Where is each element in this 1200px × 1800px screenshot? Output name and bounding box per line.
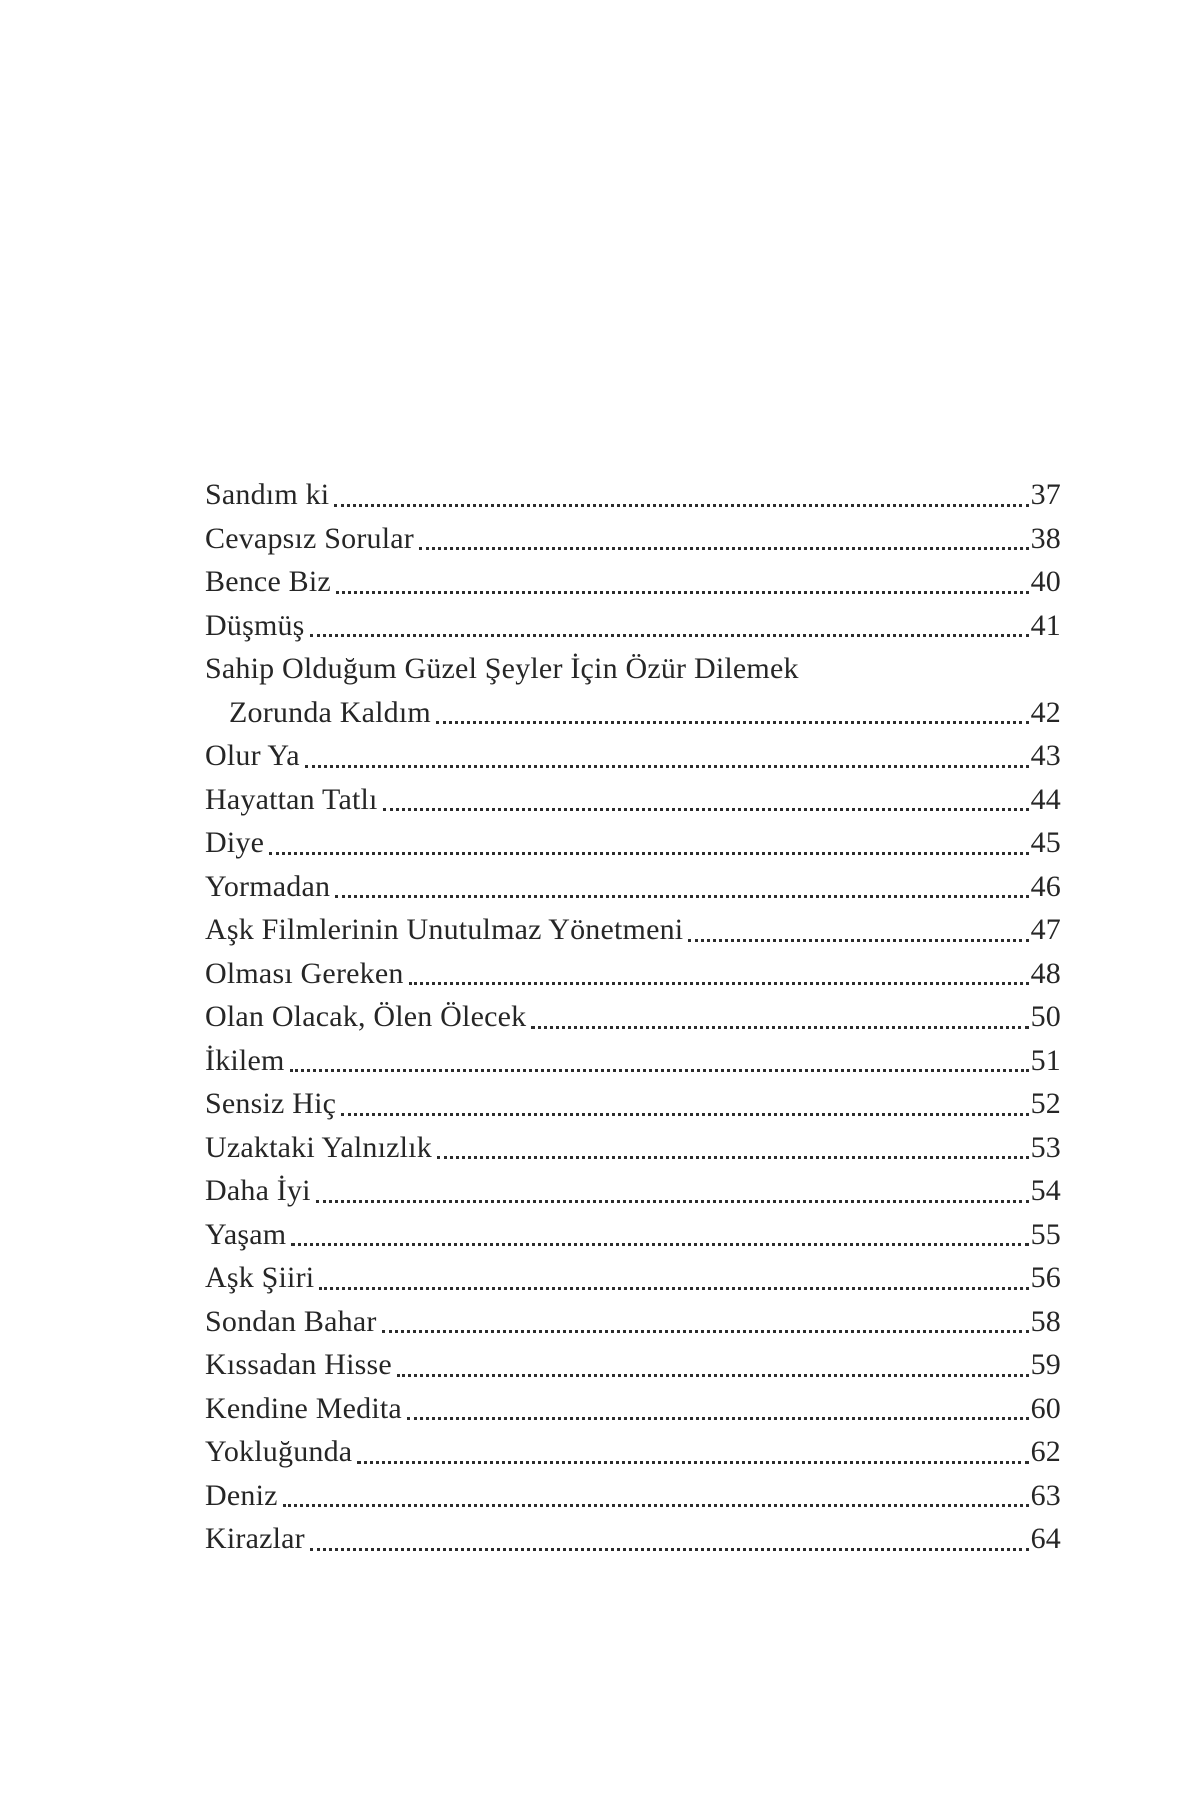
toc-entry	[205, 1039, 1061, 1083]
dot-leader	[436, 691, 1029, 725]
dot-leader	[291, 1213, 1028, 1247]
toc-entry-title: Aşk Şiiri	[205, 1261, 315, 1294]
dot-leader	[283, 1474, 1029, 1508]
toc-entry-title: Kirazlar	[205, 1522, 305, 1555]
toc-entry-title: Kendine Medita	[205, 1391, 402, 1425]
toc-entry-page-number: 40	[1030, 565, 1061, 598]
toc-entry	[205, 1082, 1061, 1126]
toc-entry-page-number: 60	[1030, 1391, 1061, 1425]
dot-leader	[310, 604, 1029, 638]
dot-leader	[409, 952, 1029, 986]
toc-entry	[205, 647, 1061, 691]
toc-entry-title: Kıssadan Hisse	[205, 1348, 392, 1381]
toc-entry-title: İkilem	[205, 1043, 285, 1077]
toc-entry	[205, 995, 1061, 1039]
toc-entry	[205, 517, 1061, 561]
toc-entry-title: Sondan Bahar	[205, 1304, 377, 1338]
toc-entry-page-number: 41	[1030, 608, 1061, 642]
dot-leader	[419, 517, 1029, 551]
dot-leader	[397, 1343, 1029, 1377]
dot-leader	[383, 778, 1029, 812]
dot-leader	[531, 995, 1028, 1029]
dot-leader	[335, 865, 1028, 899]
toc-entry-page-number: 51	[1030, 1043, 1061, 1077]
toc-entry	[205, 778, 1061, 822]
toc-entry	[205, 1474, 1061, 1518]
dot-leader	[316, 1169, 1029, 1203]
table-of-contents	[205, 473, 1061, 1561]
toc-entry-title: Yaşam	[205, 1217, 287, 1251]
dot-leader	[305, 734, 1029, 768]
toc-entry-title: Aşk Filmlerinin Unutulmaz Yönetmeni	[205, 913, 684, 946]
toc-entry-title: Sahip Olduğum Güzel Şeyler İçin Özür Dilemek	[205, 652, 799, 685]
toc-entry	[205, 691, 1061, 735]
toc-entry-title: Olması Gereken	[205, 956, 404, 990]
toc-entry-page-number: 43	[1030, 739, 1061, 772]
toc-entry	[205, 1126, 1061, 1170]
dot-leader	[334, 473, 1028, 507]
toc-entry-title: Olur Ya	[205, 739, 300, 772]
toc-entry	[205, 1517, 1061, 1561]
dot-leader	[357, 1430, 1028, 1464]
toc-entry-page-number: 54	[1030, 1174, 1061, 1207]
toc-entry-page-number: 45	[1030, 826, 1061, 859]
toc-entry-title: Diye	[205, 826, 265, 859]
toc-entry	[205, 604, 1061, 648]
toc-entry	[205, 560, 1061, 604]
toc-entry-title: Hayattan Tatlı	[205, 782, 378, 816]
dot-leader	[341, 1082, 1028, 1116]
toc-entry-title: Deniz	[205, 1478, 278, 1512]
toc-entry-title: Zorunda Kaldım	[229, 695, 431, 729]
toc-entry-page-number: 42	[1030, 695, 1061, 729]
toc-entry	[205, 734, 1061, 778]
toc-entry-title: Cevapsız Sorular	[205, 521, 414, 555]
toc-entry-page-number: 46	[1030, 869, 1061, 903]
toc-entry-title: Yormadan	[205, 869, 331, 903]
dot-leader	[319, 1256, 1028, 1290]
toc-entry	[205, 821, 1061, 865]
toc-entry	[205, 1256, 1061, 1300]
toc-entry-page-number: 48	[1030, 956, 1061, 990]
toc-entry-page-number: 53	[1030, 1130, 1061, 1164]
toc-entry	[205, 1213, 1061, 1257]
toc-entry-title: Daha İyi	[205, 1174, 311, 1207]
toc-entry-title: Sensiz Hiç	[205, 1087, 337, 1120]
toc-entry	[205, 1430, 1061, 1474]
toc-entry-title: Olan Olacak, Ölen Ölecek	[205, 1000, 527, 1033]
dot-leader	[336, 560, 1029, 594]
dot-leader	[688, 908, 1028, 942]
toc-entry-title: Uzaktaki Yalnızlık	[205, 1130, 432, 1164]
toc-entry-title: Düşmüş	[205, 608, 305, 642]
toc-entry-page-number: 55	[1030, 1217, 1061, 1251]
toc-entry-page-number: 59	[1030, 1348, 1061, 1381]
dot-leader	[437, 1126, 1029, 1160]
toc-entry-page-number: 38	[1030, 521, 1061, 555]
dot-leader	[290, 1039, 1029, 1073]
toc-entry	[205, 1387, 1061, 1431]
toc-entry	[205, 952, 1061, 996]
toc-entry-page-number: 52	[1030, 1087, 1061, 1120]
toc-entry	[205, 1300, 1061, 1344]
toc-entry-title: Sandım ki	[205, 478, 330, 511]
toc-entry	[205, 1169, 1061, 1213]
toc-entry-page-number: 56	[1030, 1261, 1061, 1294]
toc-entry-title: Bence Biz	[205, 565, 331, 598]
dot-leader	[407, 1387, 1029, 1421]
toc-entry-page-number: 62	[1030, 1435, 1061, 1468]
toc-entry-page-number: 58	[1030, 1304, 1061, 1338]
toc-entry-page-number: 47	[1030, 913, 1061, 946]
toc-entry	[205, 865, 1061, 909]
toc-entry-page-number: 44	[1030, 782, 1061, 816]
toc-entry	[205, 473, 1061, 517]
toc-entry-page-number: 63	[1030, 1478, 1061, 1512]
dot-leader	[382, 1300, 1029, 1334]
dot-leader	[269, 821, 1028, 855]
dot-leader	[310, 1517, 1029, 1551]
toc-entry	[205, 1343, 1061, 1387]
toc-entry-page-number: 50	[1030, 1000, 1061, 1033]
toc-entry-page-number: 64	[1030, 1522, 1061, 1555]
toc-entry-title: Yokluğunda	[205, 1435, 353, 1468]
toc-entry	[205, 908, 1061, 952]
toc-entry-page-number: 37	[1030, 478, 1061, 511]
